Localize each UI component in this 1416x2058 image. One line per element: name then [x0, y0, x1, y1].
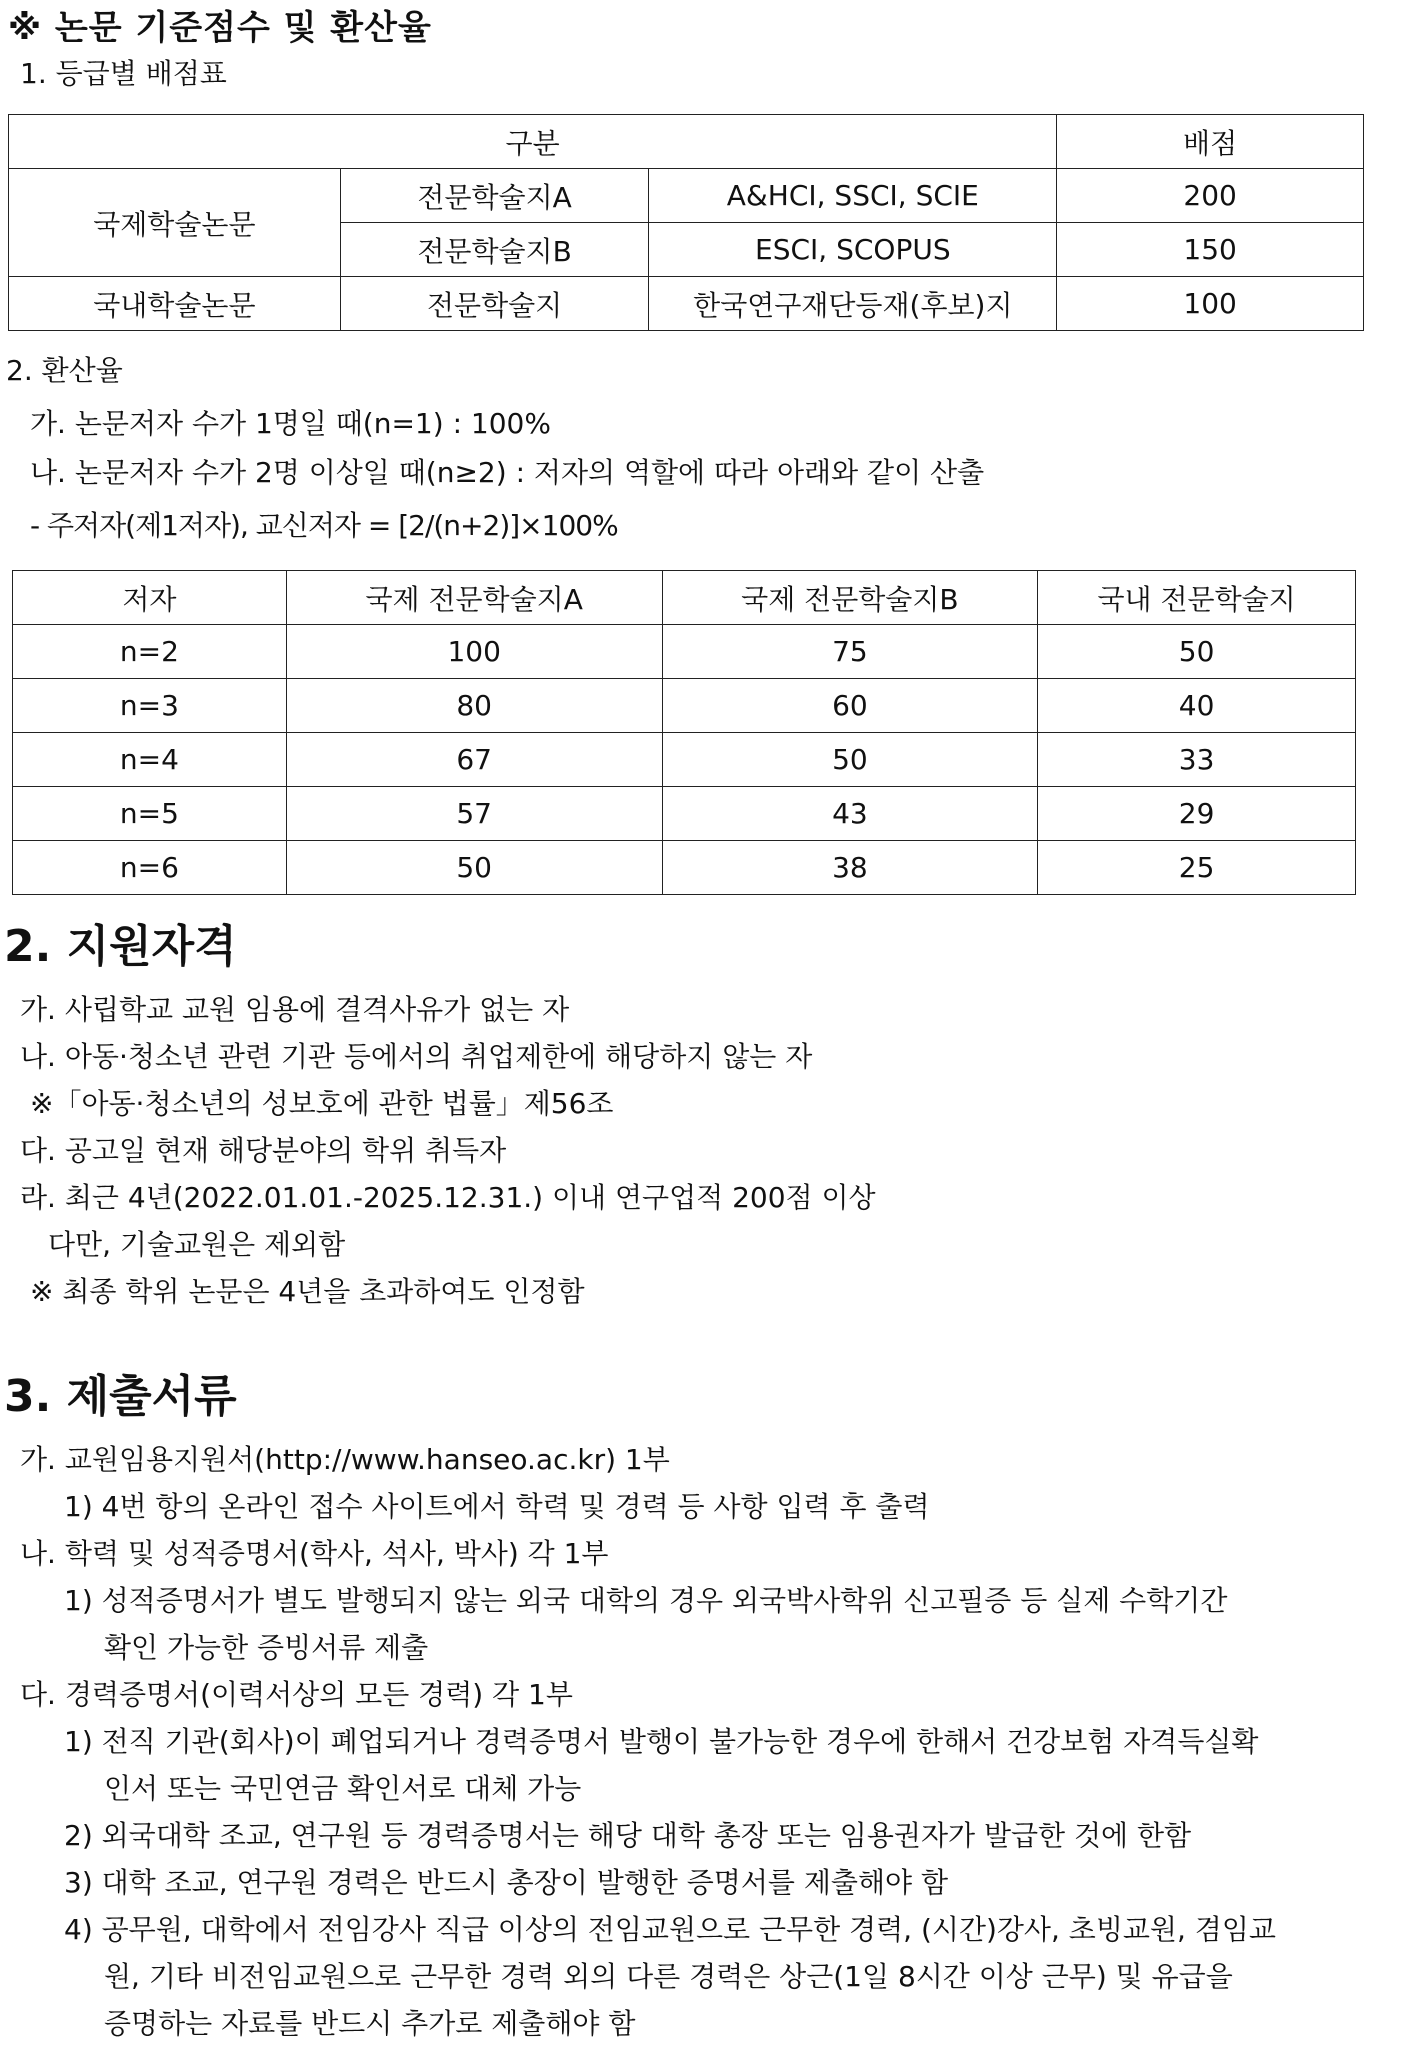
- table-cell-group: 국내학술논문: [9, 277, 341, 331]
- table-cell: 200: [1057, 169, 1364, 223]
- table-cell: n=6: [13, 841, 287, 895]
- qualification-note: ※ 최종 학위 논문은 4년을 초과하여도 인정함: [30, 1275, 585, 1308]
- table-cell: 67: [286, 733, 662, 787]
- table-row: [13, 625, 1356, 679]
- table-row: [13, 733, 1356, 787]
- table-cell: ESCI, SCOPUS: [649, 223, 1057, 277]
- qualification-line: 다만, 기술교원은 제외함: [48, 1228, 346, 1261]
- table-cell: 75: [662, 625, 1038, 679]
- document-subline: 1) 4번 항의 온라인 접수 사이트에서 학력 및 경력 등 사항 입력 후 출력: [64, 1490, 930, 1523]
- conversion-table: [12, 570, 1356, 895]
- table-cell: 전문학술지B: [340, 223, 649, 277]
- table-cell: n=2: [13, 625, 287, 679]
- doc-title: ※ 논문 기준점수 및 환산율: [8, 8, 432, 48]
- table-cell: 50: [286, 841, 662, 895]
- qualification-line: 다. 공고일 현재 해당분야의 학위 취득자: [20, 1134, 507, 1167]
- conversion-line: 나. 논문저자 수가 2명 이상일 때(n≥2) : 저자의 역할에 따라 아래와 같이 산출: [30, 456, 985, 489]
- table-cell: n=4: [13, 733, 287, 787]
- table-cell: 43: [662, 787, 1038, 841]
- table-cell: 100: [286, 625, 662, 679]
- table-cell: 80: [286, 679, 662, 733]
- document-subline: 확인 가능한 증빙서류 제출: [104, 1631, 429, 1664]
- table-header-row: [9, 115, 1364, 169]
- section-title-documents: 3. 제출서류: [4, 1371, 237, 1422]
- table-header-cell: 국제 전문학술지B: [662, 571, 1038, 625]
- conversion-line: 가. 논문저자 수가 1명일 때(n=1) : 100%: [30, 407, 551, 440]
- table-cell: 57: [286, 787, 662, 841]
- document-line: 가. 교원임용지원서(http://www.hanseo.ac.kr) 1부: [20, 1443, 670, 1476]
- table-row: [13, 841, 1356, 895]
- table-cell: 38: [662, 841, 1038, 895]
- section-title-score-table: 1. 등급별 배점표: [20, 57, 227, 90]
- score-table: [8, 114, 1364, 331]
- section-title-conversion: 2. 환산율: [6, 354, 123, 387]
- document-subline: 3) 대학 조교, 연구원 경력은 반드시 총장이 발행한 증명서를 제출해야 함: [64, 1866, 948, 1899]
- table-cell: 25: [1038, 841, 1356, 895]
- table-row: [13, 679, 1356, 733]
- table-cell: 전문학술지: [340, 277, 649, 331]
- table-header-cell: 배점: [1057, 115, 1364, 169]
- table-cell: 100: [1057, 277, 1364, 331]
- document-subline: 증명하는 자료를 반드시 추가로 제출해야 함: [104, 2007, 636, 2040]
- table-cell: 전문학술지A: [340, 169, 649, 223]
- conversion-formula: - 주저자(제1저자), 교신저자 = [2/(n+2)]×100%: [30, 509, 618, 542]
- table-row: [9, 277, 1364, 331]
- table-header-cell: 구분: [9, 115, 1057, 169]
- table-header-row: [13, 571, 1356, 625]
- table-row: [13, 787, 1356, 841]
- document-subline: 인서 또는 국민연금 확인서로 대체 가능: [104, 1772, 582, 1805]
- table-cell: 29: [1038, 787, 1356, 841]
- table-cell: 60: [662, 679, 1038, 733]
- table-cell: 한국연구재단등재(후보)지: [649, 277, 1057, 331]
- table-cell: 50: [1038, 625, 1356, 679]
- qualification-note: ※「아동·청소년의 성보호에 관한 법률」제56조: [30, 1087, 614, 1120]
- qualification-line: 나. 아동·청소년 관련 기관 등에서의 취업제한에 해당하지 않는 자: [20, 1040, 813, 1073]
- table-cell: 33: [1038, 733, 1356, 787]
- table-header-cell: 저자: [13, 571, 287, 625]
- document-subline: 4) 공무원, 대학에서 전임강사 직급 이상의 전임교원으로 근무한 경력, (시간)강사, 초빙교원, 겸임교: [64, 1913, 1276, 1946]
- table-header-cell: 국제 전문학술지A: [286, 571, 662, 625]
- table-cell: 40: [1038, 679, 1356, 733]
- table-cell: n=5: [13, 787, 287, 841]
- document-subline: 2) 외국대학 조교, 연구원 등 경력증명서는 해당 대학 총장 또는 임용권자가 발급한 것에 한함: [64, 1819, 1192, 1852]
- table-row: [9, 169, 1364, 223]
- section-title-qualifications: 2. 지원자격: [4, 921, 237, 972]
- table-cell: n=3: [13, 679, 287, 733]
- table-cell: 150: [1057, 223, 1364, 277]
- table-cell: 50: [662, 733, 1038, 787]
- document-subline: 1) 전직 기관(회사)이 폐업되거나 경력증명서 발행이 불가능한 경우에 한해서 건강보험 자격득실확: [64, 1725, 1259, 1758]
- document-subline: 원, 기타 비전임교원으로 근무한 경력 외의 다른 경력은 상근(1일 8시간 이상 근무) 및 유급을: [104, 1960, 1233, 1993]
- qualification-line: 라. 최근 4년(2022.01.01.-2025.12.31.) 이내 연구업적 200점 이상: [20, 1181, 876, 1214]
- table-header-cell: 국내 전문학술지: [1038, 571, 1356, 625]
- table-cell: A&HCI, SSCI, SCIE: [649, 169, 1057, 223]
- document-line: 나. 학력 및 성적증명서(학사, 석사, 박사) 각 1부: [20, 1537, 609, 1570]
- document-line: 다. 경력증명서(이력서상의 모든 경력) 각 1부: [20, 1678, 573, 1711]
- document-subline: 1) 성적증명서가 별도 발행되지 않는 외국 대학의 경우 외국박사학위 신고필증 등 실제 수학기간: [64, 1584, 1228, 1617]
- qualification-line: 가. 사립학교 교원 임용에 결격사유가 없는 자: [20, 993, 570, 1026]
- table-cell-group: 국제학술논문: [9, 169, 341, 277]
